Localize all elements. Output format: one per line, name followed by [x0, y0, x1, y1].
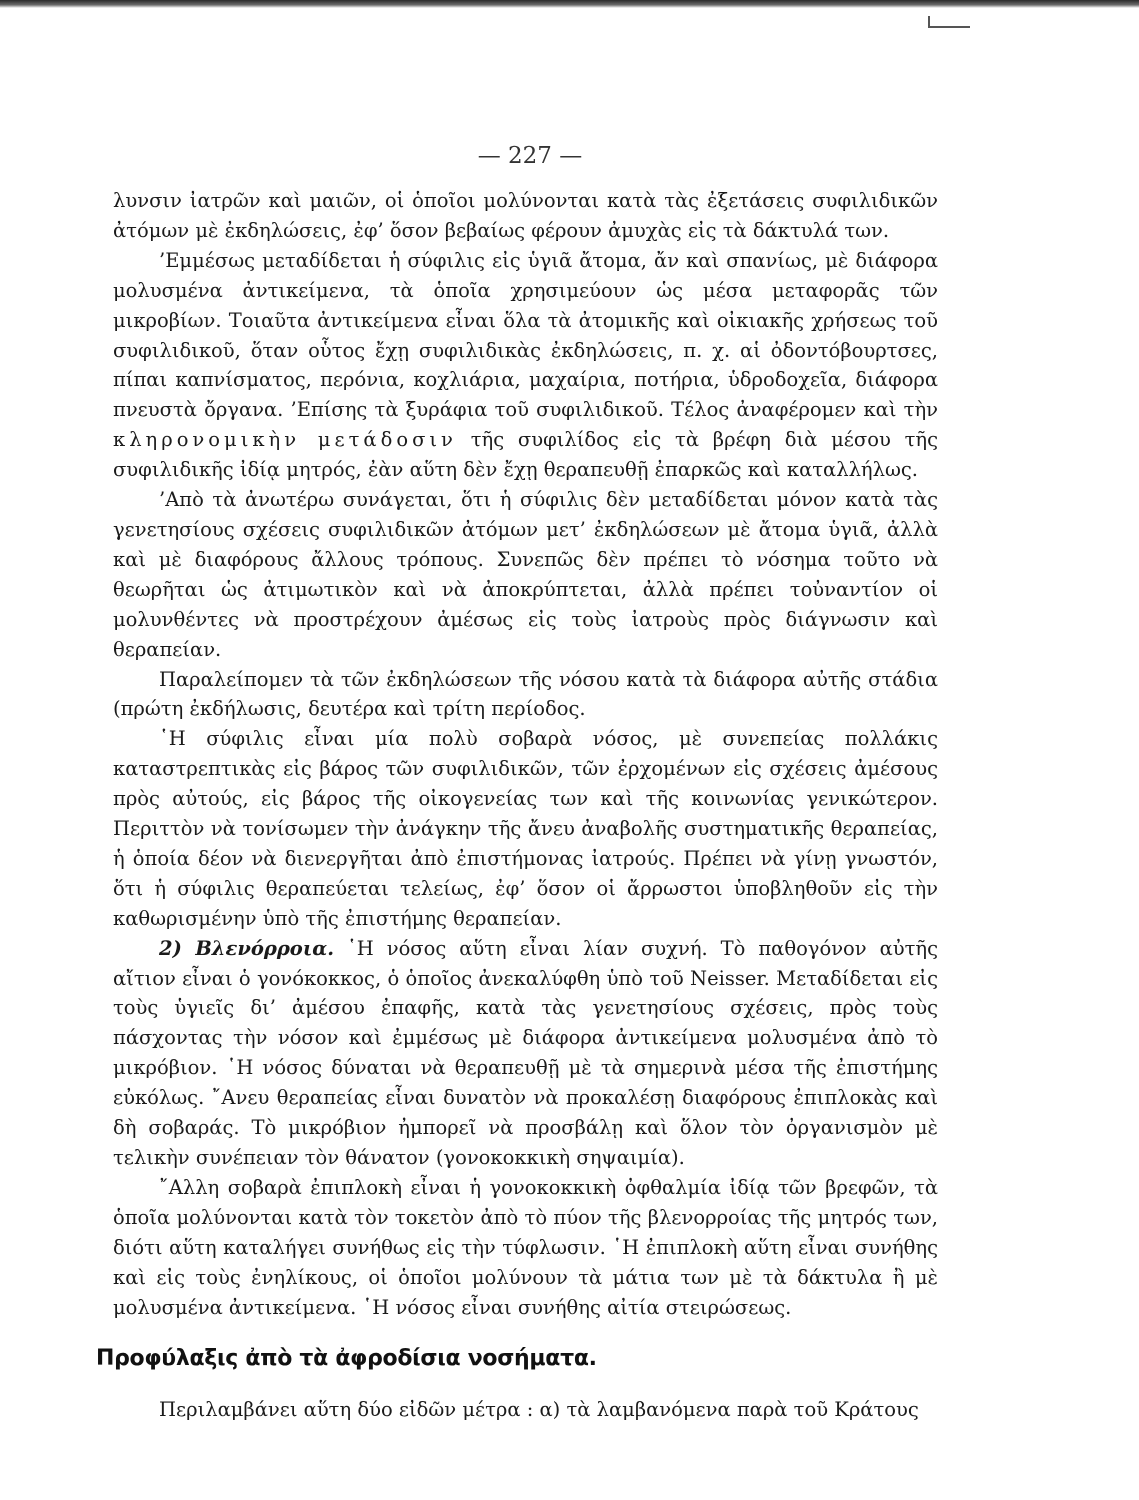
subheading-blennorrhea: 2) Βλενόρροια.: [159, 936, 335, 960]
paragraph-2-emphasis: κληρονομικὴν μετάδοσιν: [113, 428, 457, 452]
paragraph-1: λυνσιν ἰατρῶν καὶ μαιῶν, οἱ ὁποῖοι μολύνονται κατὰ τὰς ἐξετάσεις συφιλιδικῶν ἀτόμων μὲ ἐκδηλώσεις, ἐφ’ ὅσον βεβαίως φέρουν ἀμυχὰς εἰς τὰ δάκτυλά των.: [113, 189, 938, 242]
paragraph-6: [113, 934, 938, 1173]
section-intro: Περιλαμβάνει αὕτη δύο εἰδῶν μέτρα : α) τὰ λαμβανόμενα παρὰ τοῦ Κράτους: [159, 1398, 919, 1422]
paragraph-2-text-a: ’Εμμέσως μεταδίδεται ἡ σύφιλις εἰς ὑγιᾶ ἄτομα, ἄν καὶ σπανίως, μὲ διάφορα μολυσμένα ἀντικείμενα, τὰ ὁποῖα χρησιμεύουν ὡς μέσα μεταφορᾶς τῶν μικροβίων. Τοιαῦτα ἀντικείμενα εἶναι ὅλα τὰ ἀτομικῆς καὶ οἰκιακῆς χρήσεως τοῦ συφιλιδικοῦ, ὅταν οὗτος ἔχῃ συφιλιδικὰς ἐκδηλώσεις, π. χ. αἱ ὀδοντόβουρτσες, πίπαι καπνίσματος, περόνια, κοχλιάρια, μαχαίρια, ποτήρια, ὑδροδοχεῖα, διάφορα πνευστὰ ὄργανα. ’Επίσης τὰ ξυράφια τοῦ συφιλιδικοῦ. Τέλος ἀναφέρομεν καὶ τὴν: [113, 248, 938, 422]
paragraph-3: ’Απὸ τὰ ἀνωτέρω συνάγεται, ὅτι ἡ σύφιλις δὲν μεταδίδεται μόνον κατὰ τὰς γενετησίους σχέσεις συφιλιδικῶν ἀτόμων μετ’ ἐκδηλώσεων μὲ ἄτομα ὑγιᾶ, ἀλλὰ καὶ μὲ διαφόρους ἄλλους τρόπους. Συνεπῶς δὲν πρέπει τὸ νόσημα τοῦτο νὰ θεωρῆται ὡς ἀτιμωτικὸν καὶ νὰ ἀποκρύπτεται, ἀλλὰ πρέπει τοὐναντίον οἱ μολυνθέντες νὰ προστρέχουν ἀμέσως εἰς τοὺς ἰατροὺς πρὸς διάγνωσιν καὶ θεραπείαν.: [113, 488, 938, 661]
page-body: [96, 186, 939, 1425]
paragraph-7: ῎Αλλη σοβαρὰ ἐπιπλοκὴ εἶναι ἡ γονοκοκκικὴ ὀφθαλμία ἰδίᾳ τῶν βρεφῶν, τὰ ὁποῖα μολύνονται κατὰ τὸν τοκετὸν ἀπὸ τὸ πύον τῆς βλενορροίας τῆς μητρός των, διότι αὕτη καταλήγει συνήθως εἰς τὴν τύφλωσιν. ῾Η ἐπιπλοκὴ αὕτη εἶναι συνήθης καὶ εἰς τοὺς ἐνηλίκους, οἱ ὁποῖοι μολύνουν τὰ μάτια των μὲ τὰ δάκτυλα ἢ μὲ μολυσμένα ἀντικείμενα. ῾Η νόσος εἶναι συνήθης αἰτία στειρώσεως.: [113, 1175, 938, 1319]
scan-corner-mark: [928, 26, 970, 28]
page-number: — 227 —: [477, 143, 583, 169]
paragraph-4: Παραλείπομεν τὰ τῶν ἐκδηλώσεων τῆς νόσου κατὰ τὰ διάφορα αὐτῆς στάδια (πρώτη ἐκδήλωσις, δευτέρα καὶ τρίτη περίοδος.: [113, 667, 938, 721]
paragraph-6-text: ῾Η νόσος αὕτη εἶναι λίαν συχνή. Τὸ παθογόνον αὐτῆς αἴτιον εἶναι ὁ γονόκοκκος, ὁ ὁποῖος ἀνεκαλύφθη ὑπὸ τοῦ Neisser. Μεταδίδεται εἰς τοὺς ὑγιεῖς δι’ ἀμέσου ἐπαφῆς, κατὰ τὰς γενετησίους σχέσεις, πρὸς τοὺς πάσχοντας τὴν νόσον καὶ ἐμμέσως μὲ διάφορα ἀντικείμενα μολυσμένα ἀπὸ τὸ μικρόβιον. ῾Η νόσος δύναται νὰ θεραπευθῇ μὲ τὰ σημερινὰ μέσα τῆς ἐπιστήμης εὐκόλως. ῎Ανευ θεραπείας εἶναι δυνατὸν νὰ προκαλέσῃ διαφόρους ἐπιπλοκὰς καὶ δὴ σοβαράς. Τὸ μικρόβιον ἠμπορεῖ νὰ προσβάλῃ καὶ ὅλον τὸν ὀργανισμὸν μὲ τελικὴν συνέπειαν τὸν θάνατον (γονοκοκκικὴ σηψαιμία).: [113, 936, 939, 1169]
section-title: Προφύλαξις ἀπὸ τὰ ἀφροδίσια νοσήματα.: [96, 1346, 597, 1372]
paragraph-5: ῾Η σύφιλις εἶναι μία πολὺ σοβαρὰ νόσος, μὲ συνεπείας πολλάκις καταστρεπτικὰς εἰς βάρος τῶν συφιλιδικῶν, τῶν ἐρχομένων εἰς σχέσεις ἀμέσους πρὸς αὐτούς, εἰς βάρος τῆς οἰκογενείας των καὶ τῆς κοινωνίας γενικώτερον. Περιττὸν νὰ τονίσωμεν τὴν ἀνάγκην τῆς ἄνευ ἀναβολῆς συστηματικῆς θεραπείας, ἡ ὁποία δέον νὰ διενεργῆται ἀπὸ ἐπιστήμονας ἰατρούς. Πρέπει νὰ γίνῃ γνωστόν, ὅτι ἡ σύφιλις θεραπεύεται τελείως, ἐφ’ ὅσον οἱ ἄρρωστοι ὑποβληθοῦν εἰς τὴν καθωρισμένην ὑπὸ τῆς ἐπιστήμης θεραπείαν.: [113, 727, 938, 930]
scan-top-edge: [0, 0, 1139, 8]
paragraph-2: [113, 246, 938, 485]
paragraph-2-text-c: τῆς συφιλίδος εἰς τὰ βρέφη διὰ μέσου τῆς συφιλιδικῆς ἰδίᾳ μητρός, ἐὰν αὕτη δὲν ἔχῃ θεραπευθῇ ἐπαρκῶς καὶ καταλλήλως.: [113, 428, 939, 482]
